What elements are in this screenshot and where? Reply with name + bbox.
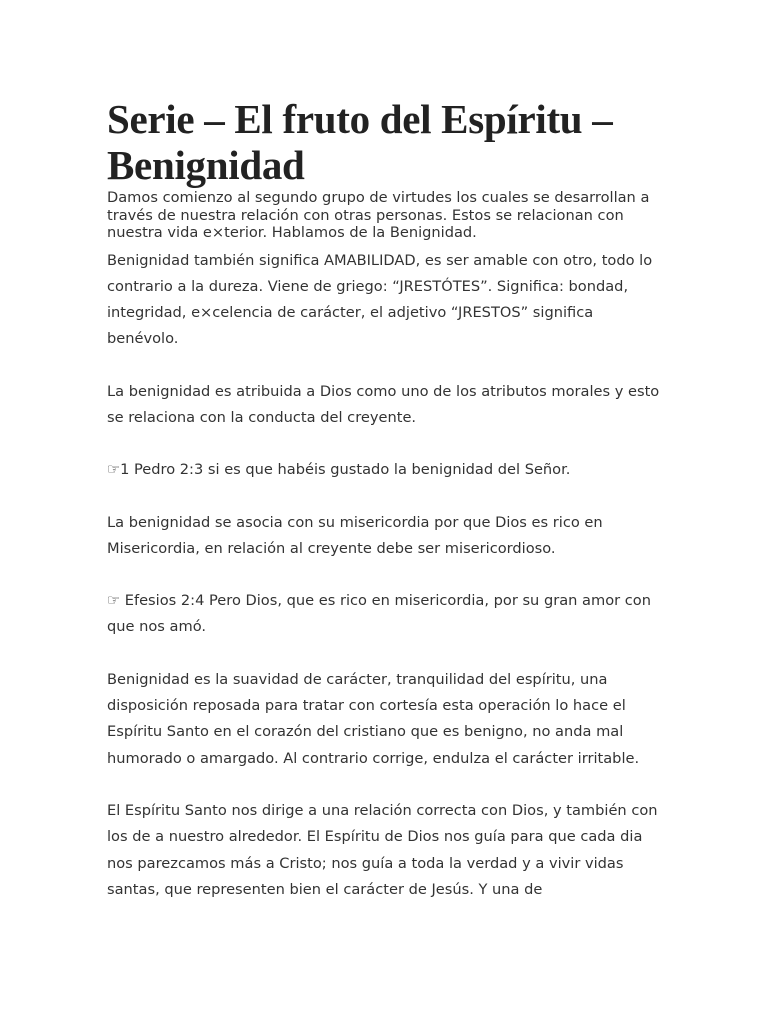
- paragraph-espiritu-santo: El Espíritu Santo nos dirige a una relación correcta con Dios, y también con los de a nuestro alrededor. El Espíritu de Dios nos guía para que cada dia nos parezcamos más a Cristo; nos guía a toda la verdad y a vivir vidas santas, que representen bien el carácter de Jesús. Y una de: [107, 801, 658, 898]
- paragraph-verse-1-pedro: ☞1 Pedro 2:3 si es que habéis gustado la benignidad del Señor.: [107, 461, 571, 479]
- intro-paragraph: Damos comienzo al segundo grupo de virtudes los cuales se desarrollan a través de nuestra relación con otras personas. Estos se relacionan con nuestra vida e×terior. Hablamos de la Benignidad.: [107, 189, 650, 241]
- document-page: [107, 96, 667, 903]
- document-title: Serie – El fruto del Espíritu – Benignidad: [107, 96, 613, 188]
- paragraph-misericordia: La benignidad se asocia con su misericordia por que Dios es rico en Misericordia, en relación al creyente debe ser misericordioso.: [107, 513, 603, 557]
- paragraph-benignidad-definition: Benignidad también significa AMABILIDAD, es ser amable con otro, todo lo contrario a la dureza. Viene de griego: “JRESTÓTES”. Significa: bondad, integridad, e×celencia de carácter, el adjetivo “JRESTOS” significa benévolo.: [107, 251, 653, 348]
- paragraph-attribute-of-god: La benignidad es atribuida a Dios como uno de los atributos morales y esto se relaciona con la conducta del creyente.: [107, 382, 660, 426]
- paragraph-verse-efesios: ☞ Efesios 2:4 Pero Dios, que es rico en misericordia, por su gran amor con que nos amó.: [107, 592, 651, 636]
- paragraph-suavidad: Benignidad es la suavidad de carácter, tranquilidad del espíritu, una disposición reposada para tratar con cortesía esta operación lo hace el Espíritu Santo en el corazón del cristiano que es benigno, no anda mal humorado o amargado. Al contrario corrige, endulza el carácter irritable.: [107, 670, 640, 767]
